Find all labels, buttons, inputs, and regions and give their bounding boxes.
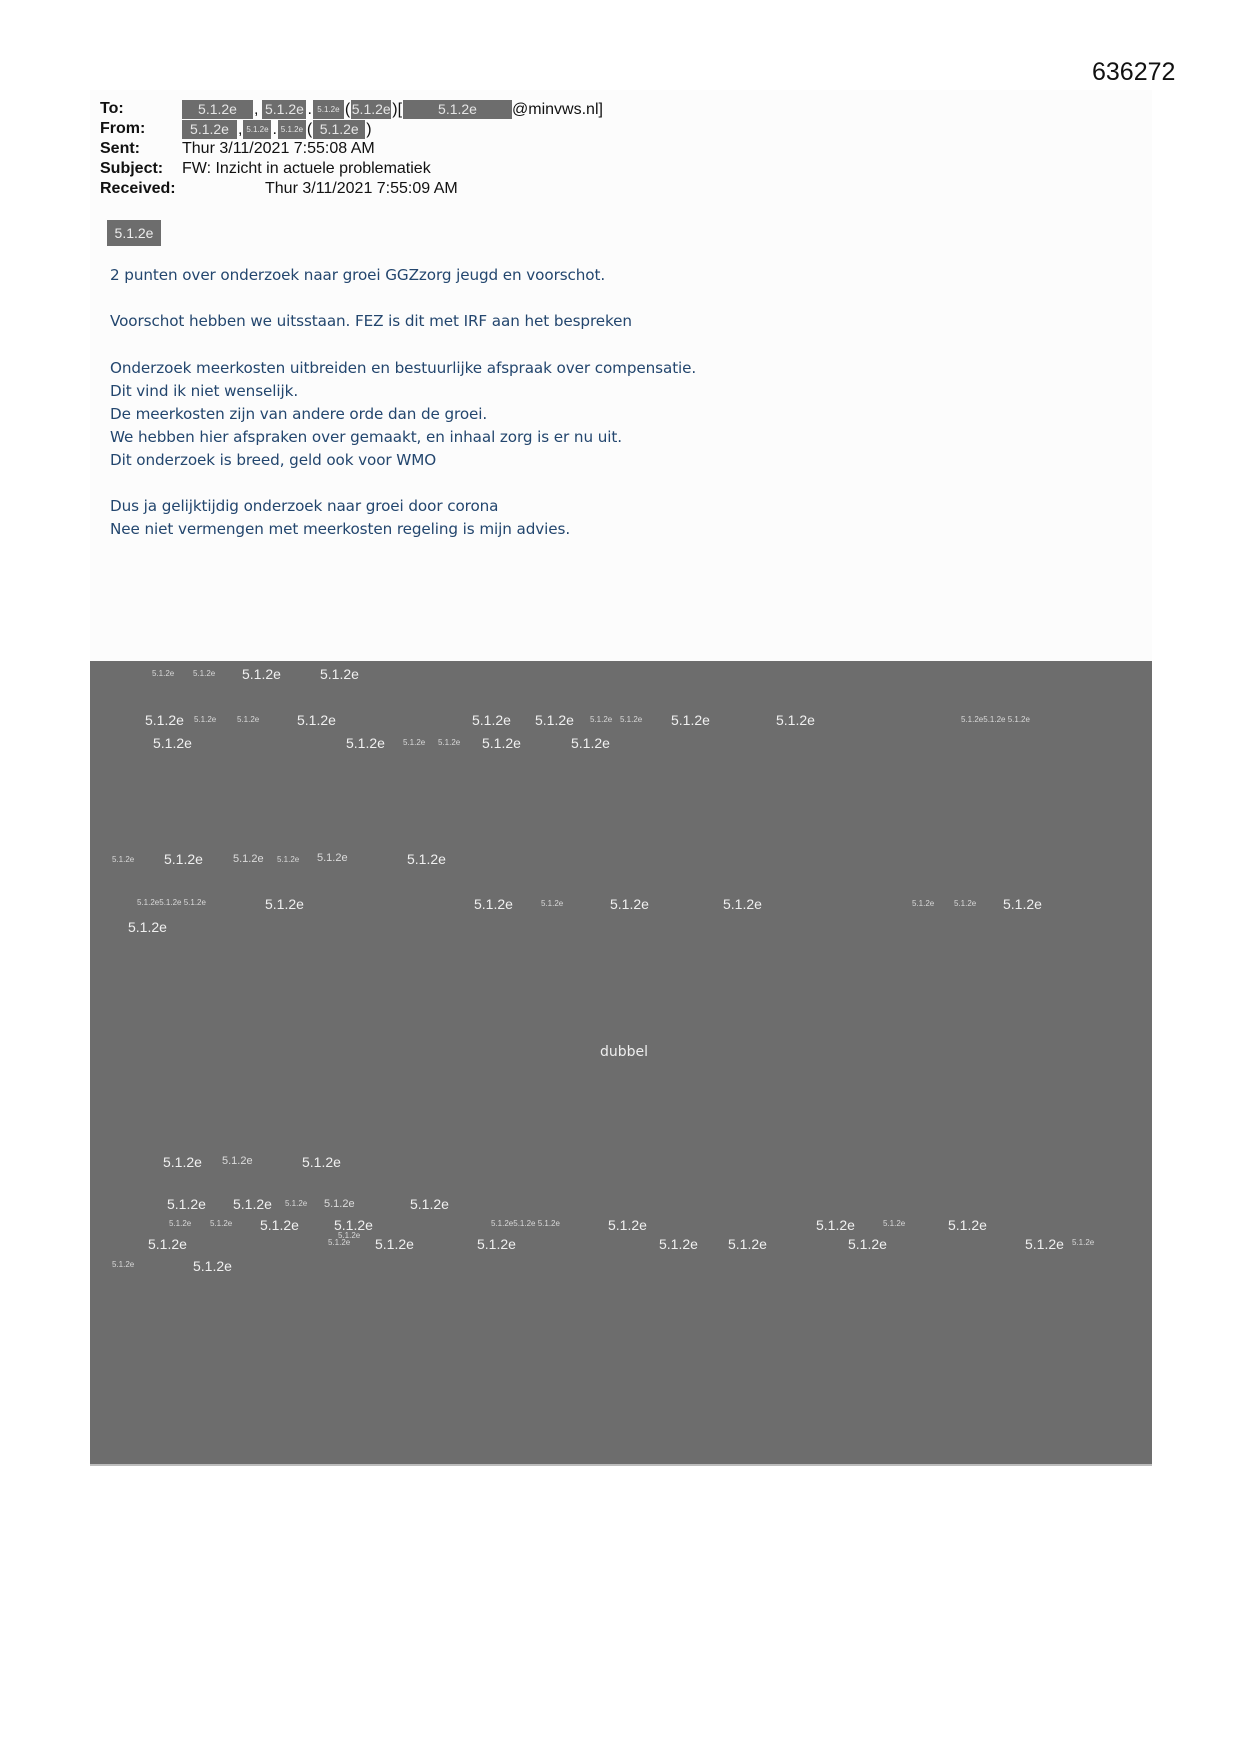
- received-value: Thur 3/11/2021 7:55:09 AM: [265, 180, 458, 197]
- redaction-label: 5.1.2e: [1025, 1236, 1064, 1252]
- redaction-label: 5.1.2e: [169, 1219, 192, 1228]
- redaction-label: 5.1.2e: [728, 1236, 767, 1252]
- redaction-label: 5.1.2e: [148, 1236, 187, 1252]
- redaction-label: 5.1.2e: [375, 1236, 414, 1252]
- sent-label: Sent:: [100, 140, 140, 157]
- redaction-label: 5.1.2e: [659, 1236, 698, 1252]
- redaction-label: 5.1.2e: [145, 712, 184, 728]
- body-line: Voorschot hebben we uitsstaan. FEZ is dit met IRF aan het bespreken: [110, 312, 632, 330]
- redaction-label: 5.1.2e: [848, 1236, 887, 1252]
- redaction-label: 5.1.2e: [285, 1199, 308, 1208]
- redaction-label: 5.1.2e: [472, 712, 511, 728]
- redaction-label: 5.1.2e: [954, 899, 977, 908]
- email-domain: @minvws.nl]: [512, 100, 603, 118]
- redaction-label: 5.1.2e: [317, 852, 348, 864]
- redaction-label: 5.1.2e: [164, 851, 203, 867]
- redaction-label: 5.1.2e: [193, 1258, 232, 1274]
- subject-value: FW: Inzicht in actuele problematiek: [182, 160, 431, 177]
- redaction-label: 5.1.2e: [153, 735, 192, 751]
- redaction-box: 5.1.2e: [313, 100, 344, 119]
- body-line: 2 punten over onderzoek naar groei GGZzorg jeugd en voorschot.: [110, 266, 606, 284]
- redaction-label: 5.1.2e5.1.2e 5.1.2e: [961, 715, 1030, 724]
- redaction-label: 5.1.2e: [438, 738, 461, 747]
- redaction-label: 5.1.2e: [474, 896, 513, 912]
- body-line: De meerkosten zijn van andere orde dan de groei.: [110, 405, 488, 423]
- redaction-label: 5.1.2e: [608, 1217, 647, 1233]
- redaction-label: 5.1.2e: [320, 666, 359, 682]
- redaction-label: 5.1.2e: [410, 1196, 449, 1212]
- redaction-box: 5.1.2e: [262, 100, 306, 119]
- redaction-label: 5.1.2e: [407, 851, 446, 867]
- redaction-box: 5.1.2e: [182, 100, 253, 119]
- redaction-label: 5.1.2e5.1.2e 5.1.2e: [137, 898, 206, 907]
- redaction-label: 5.1.2e: [210, 1219, 233, 1228]
- redaction-label: 5.1.2e: [590, 715, 613, 724]
- redaction-label: 5.1.2e: [265, 896, 304, 912]
- redaction-label: 5.1.2e: [948, 1217, 987, 1233]
- redaction-label: 5.1.2e: [1003, 896, 1042, 912]
- redaction-box: 5.1.2e: [351, 101, 391, 117]
- redaction-label: 5.1.2e: [610, 896, 649, 912]
- body-line: Dus ja gelijktijdig onderzoek naar groei door corona: [110, 497, 499, 515]
- salutation-redaction: 5.1.2e: [107, 220, 161, 246]
- redaction-label: 5.1.2e: [128, 919, 167, 935]
- redaction-label: 5.1.2e: [571, 735, 610, 751]
- redaction-label: 5.1.2e: [152, 669, 175, 678]
- redaction-label: 5.1.2e: [297, 712, 336, 728]
- redaction-label: 5.1.2e: [242, 666, 281, 682]
- redaction-label: 5.1.2e: [816, 1217, 855, 1233]
- redaction-label: 5.1.2e: [620, 715, 643, 724]
- subject-label: Subject:: [100, 160, 164, 177]
- redaction-label: 5.1.2e: [237, 715, 260, 724]
- redaction-label: 5.1.2e: [346, 735, 385, 751]
- redaction-label: 5.1.2e: [222, 1155, 253, 1167]
- redaction-label: 5.1.2e: [193, 669, 216, 678]
- redaction-label: 5.1.2e: [338, 1231, 361, 1240]
- redaction-label: 5.1.2e: [482, 735, 521, 751]
- redaction-label: 5.1.2e: [194, 715, 217, 724]
- redacted-section: [90, 661, 1152, 1466]
- redaction-label: 5.1.2e: [541, 899, 564, 908]
- redaction-note: dubbel: [600, 1044, 649, 1060]
- redaction-box: 5.1.2e: [182, 120, 237, 139]
- redaction-label: 5.1.2e: [324, 1198, 355, 1210]
- body-line: Nee niet vermengen met meerkosten regeling is mijn advies.: [110, 520, 571, 538]
- body-line: We hebben hier afspraken over gemaakt, en inhaal zorg is er nu uit.: [110, 428, 622, 446]
- redaction-label: 5.1.2e: [260, 1217, 299, 1233]
- redaction-label: 5.1.2e: [328, 1238, 351, 1247]
- redaction-label: 5.1.2e5.1.2e 5.1.2e: [491, 1219, 560, 1228]
- redaction-label: 5.1.2e: [163, 1154, 202, 1170]
- to-value: 5.1.2e , 5.1.2e . 5.1.2e ( 5.1.2e )[ 5.1.2e @minvws.nl]: [182, 100, 603, 119]
- sent-value: Thur 3/11/2021 7:55:08 AM: [182, 140, 375, 157]
- redaction-box: 5.1.2e: [278, 120, 306, 139]
- redaction-label: 5.1.2e: [277, 855, 300, 864]
- redaction-label: 5.1.2e: [233, 1196, 272, 1212]
- body-line: Dit onderzoek is breed, geld ook voor WMO: [110, 451, 437, 469]
- body-line: Onderzoek meerkosten uitbreiden en bestuurlijke afspraak over compensatie.: [110, 359, 697, 377]
- redaction-box: 5.1.2e: [243, 120, 271, 139]
- received-label: Received:: [100, 180, 176, 197]
- from-value: 5.1.2e , 5.1.2e . 5.1.2e ( 5.1.2e ): [182, 120, 373, 139]
- redaction-box: 5.1.2e: [403, 100, 512, 119]
- redaction-label: 5.1.2e: [1072, 1238, 1095, 1247]
- redaction-label: 5.1.2e: [302, 1154, 341, 1170]
- to-label: To:: [100, 100, 124, 117]
- redaction-label: 5.1.2e: [477, 1236, 516, 1252]
- body-line: Dit vind ik niet wenselijk.: [110, 382, 299, 400]
- redaction-label: 5.1.2e: [112, 855, 135, 864]
- redaction-label: 5.1.2e: [883, 1219, 906, 1228]
- redaction-label: 5.1.2e: [535, 712, 574, 728]
- redaction-label: 5.1.2e: [776, 712, 815, 728]
- redaction-label: 5.1.2e: [912, 899, 935, 908]
- redaction-label: 5.1.2e: [723, 896, 762, 912]
- redaction-label: 5.1.2e: [233, 853, 264, 865]
- redaction-label: 5.1.2e: [334, 1217, 373, 1233]
- redaction-label: 5.1.2e: [167, 1196, 206, 1212]
- from-label: From:: [100, 120, 146, 137]
- redaction-label: 5.1.2e: [112, 1260, 135, 1269]
- redaction-box: 5.1.2e: [313, 120, 365, 139]
- redaction-label: 5.1.2e: [403, 738, 426, 747]
- redaction-label: 5.1.2e: [671, 712, 710, 728]
- document-id: 636272: [1092, 58, 1176, 86]
